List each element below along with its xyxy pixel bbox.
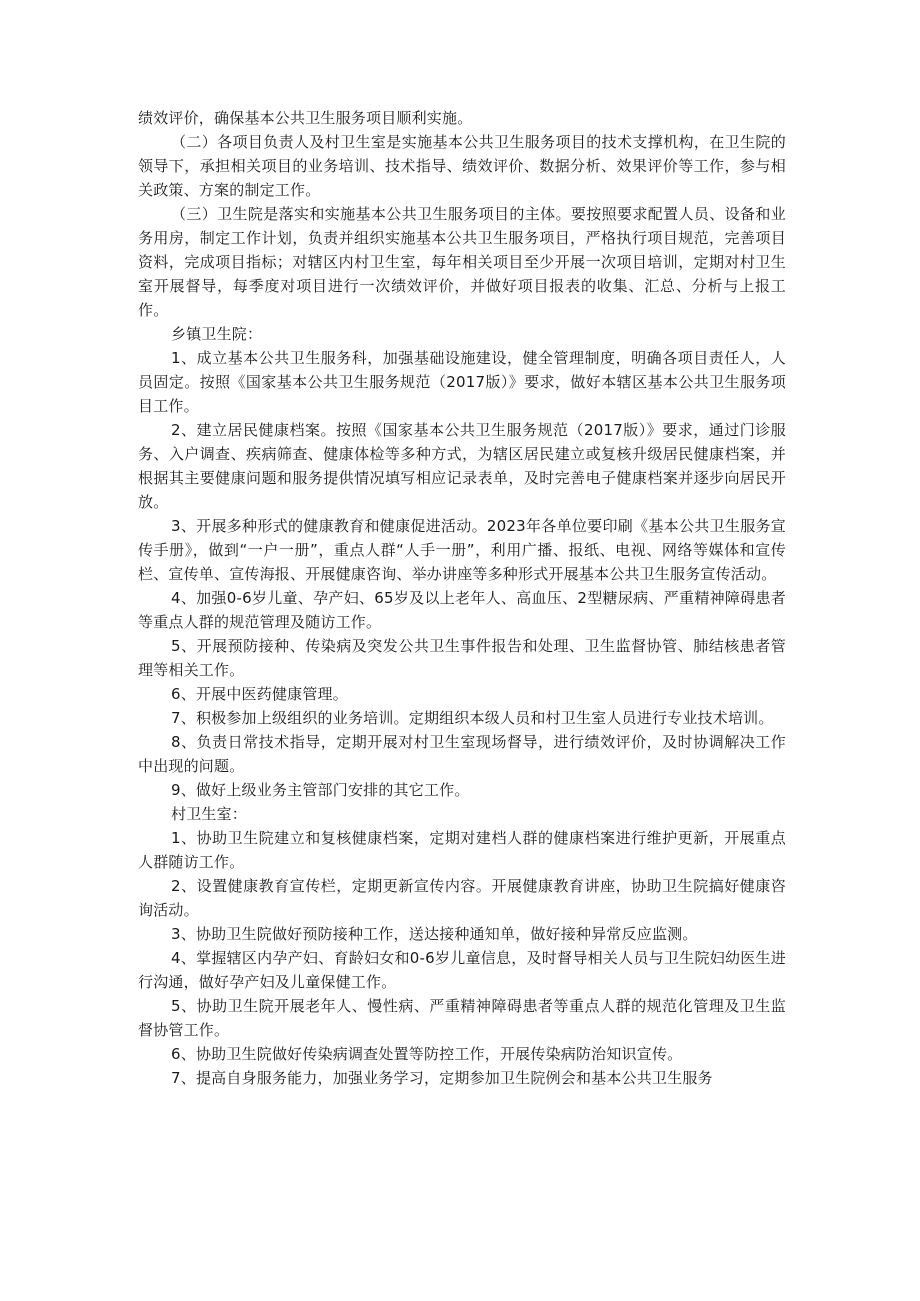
village-item-2: 2、设置健康教育宣传栏，定期更新宣传内容。开展健康教育讲座，协助卫生院搞好健康咨询活动。 [138, 877, 786, 919]
township-item-3: 3、开展多种形式的健康教育和健康促进活动。2023年各单位要印刷《基本公共卫生服务宣传手册》，做到“一户一册”，重点人群“人手一册”，利用广播、报纸、电视、网络等媒体和宣传栏、宣传单、宣传海报、开展健康咨询、举办讲座等多种形式开展基本公共卫生服务宣传活动。 [138, 517, 786, 583]
section-heading-township-hospital: 乡镇卫生院： [171, 325, 263, 343]
township-item-4: 4、加强0-6岁儿童、孕产妇、65岁及以上老年人、高血压、2型糖尿病、严重精神障碍患者等重点人群的规范管理及随访工作。 [138, 589, 786, 631]
paragraph-item-2: （二）各项目负责人及村卫生室是实施基本公共卫生服务项目的技术支撑机构，在卫生院的领导下，承担相关项目的业务培训、技术指导、绩效评价、数据分析、效果评价等工作，参与相关政策、方案的制定工作。 [138, 133, 786, 199]
township-item-2: 2、建立居民健康档案。按照《国家基本公共卫生服务规范（2017版）》要求，通过门诊服务、入户调查、疾病筛查、健康体检等多种方式，为辖区居民建立或复核升级居民健康档案，并根据其主要健康问题和服务提供情况填写相应记录表单，及时完善电子健康档案并逐步向居民开放。 [138, 421, 786, 511]
township-item-7: 7、积极参加上级组织的业务培训。定期组织本级人员和村卫生室人员进行专业技术培训。 [171, 709, 774, 727]
township-item-9: 9、做好上级业务主管部门安排的其它工作。 [171, 781, 470, 799]
document-page [138, 106, 786, 1090]
township-item-1: 1、成立基本公共卫生服务科，加强基础设施建设，健全管理制度，明确各项目责任人，人员固定。按照《国家基本公共卫生服务规范（2017版）》要求，做好本辖区基本公共卫生服务项目工作。 [138, 349, 786, 415]
village-item-3: 3、协助卫生院做好预防接种工作，送达接种通知单，做好接种异常反应监测。 [171, 925, 698, 943]
village-item-6: 6、协助卫生院做好传染病调查处置等防控工作，开展传染病防治知识宣传。 [171, 1045, 683, 1063]
township-item-6: 6、开展中医药健康管理。 [171, 685, 348, 703]
township-item-5: 5、开展预防接种、传染病及突发公共卫生事件报告和处理、卫生监督协管、肺结核患者管理等相关工作。 [138, 637, 786, 679]
section-heading-village-clinic: 村卫生室： [171, 805, 248, 823]
township-item-8: 8、负责日常技术指导，定期开展对村卫生室现场督导，进行绩效评价，及时协调解决工作中出现的问题。 [138, 733, 786, 775]
paragraph-item-3: （三）卫生院是落实和实施基本公共卫生服务项目的主体。要按照要求配置人员、设备和业务用房，制定工作计划，负责并组织实施基本公共卫生服务项目，严格执行项目规范，完善项目资料，完成项目指标；对辖区内村卫生室，每年相关项目至少开展一次项目培训，定期对村卫生室开展督导，每季度对项目进行一次绩效评价，并做好项目报表的收集、汇总、分析与上报工作。 [138, 205, 786, 319]
village-item-1: 1、协助卫生院建立和复核健康档案，定期对建档人群的健康档案进行维护更新，开展重点人群随访工作。 [138, 829, 786, 871]
village-item-5: 5、协助卫生院开展老年人、慢性病、严重精神障碍患者等重点人群的规范化管理及卫生监督协管工作。 [138, 997, 786, 1039]
village-item-7: 7、提高自身服务能力，加强业务学习，定期参加卫生院例会和基本公共卫生服务 [171, 1069, 713, 1087]
paragraph-continuation: 绩效评价，确保基本公共卫生服务项目顺利实施。 [138, 109, 473, 127]
village-item-4: 4、掌握辖区内孕产妇、育龄妇女和0-6岁儿童信息，及时督导相关人员与卫生院妇幼医生进行沟通，做好孕产妇及儿童保健工作。 [138, 949, 786, 991]
